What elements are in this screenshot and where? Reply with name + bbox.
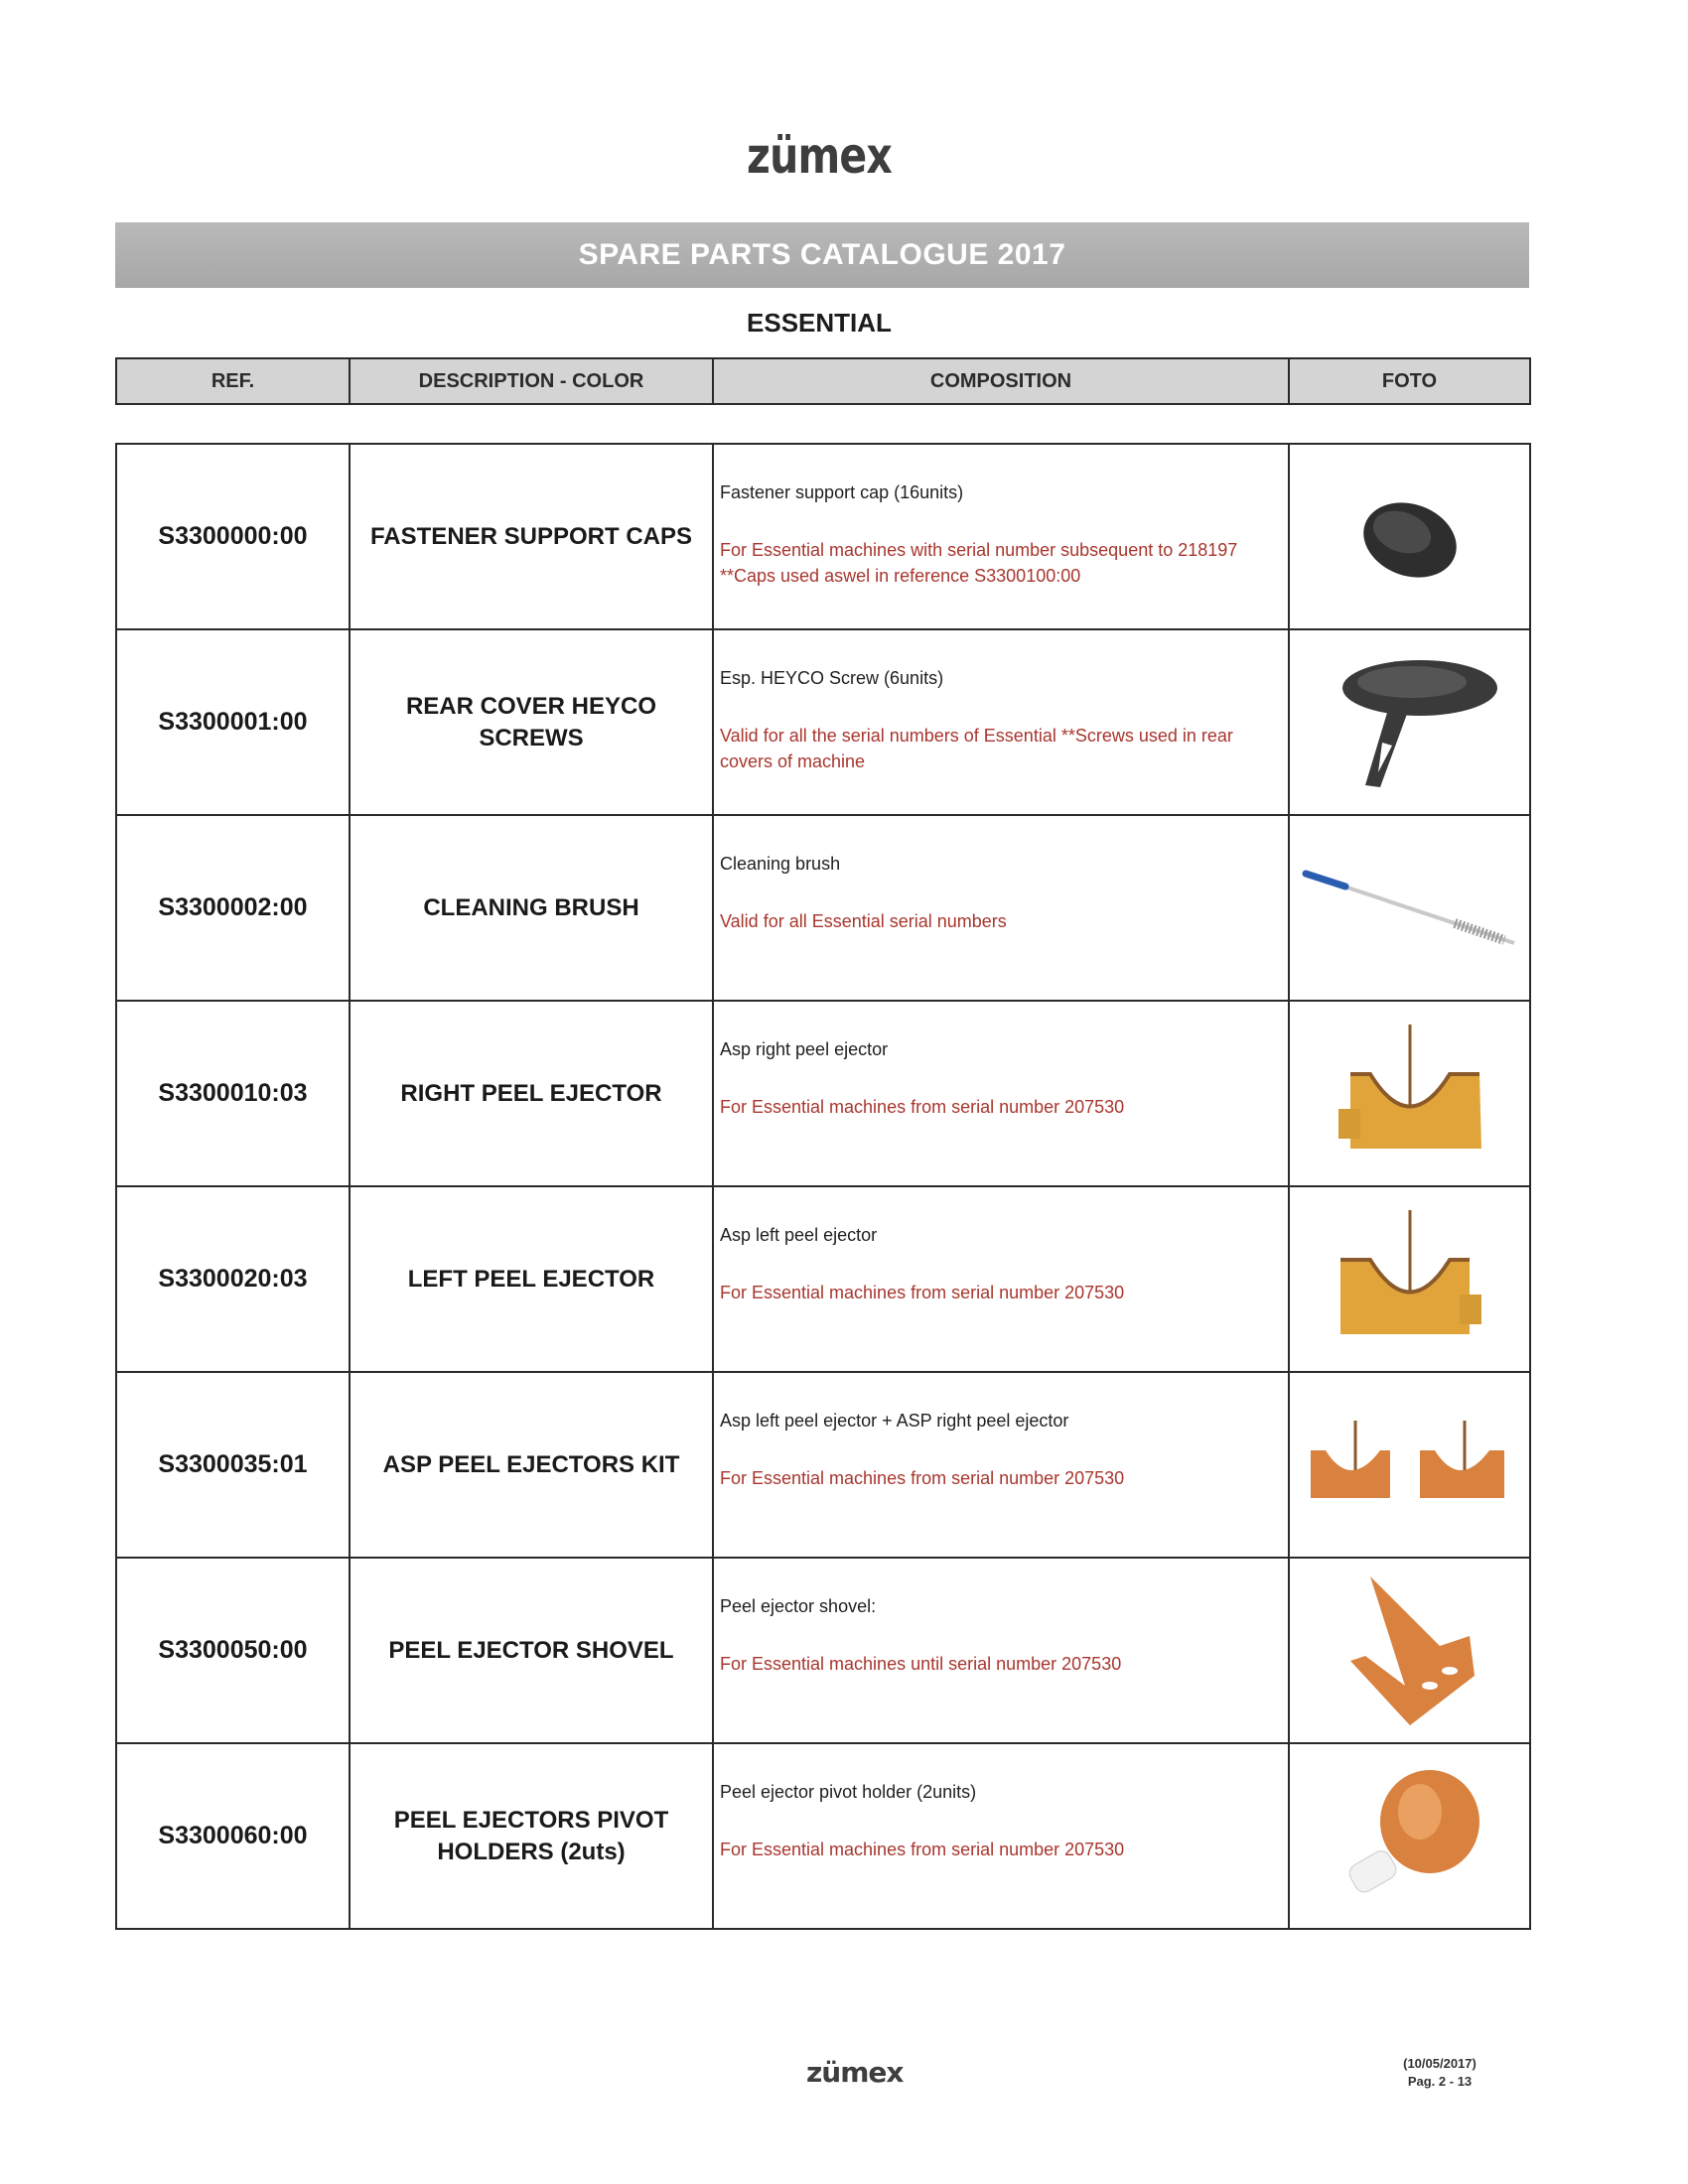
shovel-photo bbox=[1289, 1558, 1530, 1743]
composition-note: For Essential machines from serial number 207530 bbox=[720, 1840, 1125, 1859]
cap-photo bbox=[1289, 444, 1530, 629]
composition-note: Valid for all the serial numbers of Essential **Screws used in rear covers of machine bbox=[720, 726, 1233, 772]
table-row bbox=[116, 1372, 1530, 1558]
table-row bbox=[116, 1743, 1530, 1929]
composition-text: Asp left peel ejector bbox=[720, 1225, 878, 1245]
ref-cell: S3300010:03 bbox=[116, 1001, 350, 1186]
column-composition: COMPOSITION bbox=[713, 358, 1289, 404]
table-header bbox=[115, 357, 1531, 405]
ref-cell: S3300001:00 bbox=[116, 629, 350, 815]
pivot-holder-photo bbox=[1289, 1743, 1530, 1929]
composition-cell bbox=[713, 1743, 1289, 1929]
composition-text: Peel ejector shovel: bbox=[720, 1596, 877, 1616]
screw-photo bbox=[1289, 629, 1530, 815]
composition-note: Valid for all Essential serial numbers bbox=[720, 911, 1007, 931]
section-title: ESSENTIAL bbox=[747, 308, 892, 338]
composition-cell bbox=[713, 444, 1289, 629]
description-cell: FASTENER SUPPORT CAPS bbox=[350, 444, 713, 629]
column-ref: REF. bbox=[116, 358, 350, 404]
composition-text: Cleaning brush bbox=[720, 854, 841, 874]
right-ejector-photo bbox=[1289, 1001, 1530, 1186]
table-row bbox=[116, 629, 1530, 815]
footer-info bbox=[1380, 2055, 1499, 2090]
composition-note: For Essential machines from serial number 207530 bbox=[720, 1468, 1125, 1488]
zumex-logo: zümex bbox=[747, 127, 892, 185]
composition-cell bbox=[713, 815, 1289, 1001]
catalogue-banner bbox=[115, 222, 1529, 288]
composition-text: Peel ejector pivot holder (2units) bbox=[720, 1782, 977, 1802]
description-cell: PEEL EJECTOR SHOVEL bbox=[350, 1558, 713, 1743]
ejector-kit-photo bbox=[1289, 1372, 1530, 1558]
description-cell: PEEL EJECTORS PIVOT HOLDERS (2uts) bbox=[350, 1743, 713, 1929]
footer-date: (10/05/2017) bbox=[1403, 2056, 1477, 2071]
composition-cell bbox=[713, 629, 1289, 815]
ref-cell: S3300035:01 bbox=[116, 1372, 350, 1558]
footer-logo: zümex bbox=[806, 2056, 904, 2089]
left-ejector-photo bbox=[1289, 1186, 1530, 1372]
composition-text: Asp right peel ejector bbox=[720, 1039, 889, 1059]
column-foto: FOTO bbox=[1289, 358, 1530, 404]
page-number: Pag. 2 - 13 bbox=[1407, 2073, 1473, 2089]
composition-cell bbox=[713, 1001, 1289, 1186]
composition-text: Asp left peel ejector + ASP right peel ejector bbox=[720, 1411, 1069, 1431]
description-cell: CLEANING BRUSH bbox=[350, 815, 713, 1001]
composition-note: For Essential machines from serial number 207530 bbox=[720, 1283, 1125, 1302]
composition-text: Esp. HEYCO Screw (6units) bbox=[720, 668, 944, 688]
table-row bbox=[116, 1558, 1530, 1743]
table-row bbox=[116, 444, 1530, 629]
table-row bbox=[116, 815, 1530, 1001]
ref-cell: S3300060:00 bbox=[116, 1743, 350, 1929]
table-row bbox=[116, 1186, 1530, 1372]
composition-note: For Essential machines from serial number 207530 bbox=[720, 1097, 1125, 1117]
description-cell: ASP PEEL EJECTORS KIT bbox=[350, 1372, 713, 1558]
ref-cell: S3300050:00 bbox=[116, 1558, 350, 1743]
composition-note: For Essential machines until serial number 207530 bbox=[720, 1654, 1122, 1674]
ref-cell: S3300020:03 bbox=[116, 1186, 350, 1372]
composition-cell bbox=[713, 1186, 1289, 1372]
composition-text: Fastener support cap (16units) bbox=[720, 482, 964, 502]
ref-cell: S3300000:00 bbox=[116, 444, 350, 629]
ref-cell: S3300002:00 bbox=[116, 815, 350, 1001]
banner-title: SPARE PARTS CATALOGUE 2017 bbox=[578, 238, 1066, 271]
description-cell: REAR COVER HEYCO SCREWS bbox=[350, 629, 713, 815]
description-cell: RIGHT PEEL EJECTOR bbox=[350, 1001, 713, 1186]
composition-cell bbox=[713, 1372, 1289, 1558]
description-cell: LEFT PEEL EJECTOR bbox=[350, 1186, 713, 1372]
composition-note: For Essential machines with serial number subsequent to 218197 **Caps used aswel in reference S3300100:00 bbox=[720, 540, 1238, 587]
brush-photo bbox=[1289, 815, 1530, 1001]
column-description: DESCRIPTION - COLOR bbox=[350, 358, 713, 404]
table-row bbox=[116, 1001, 1530, 1186]
parts-table bbox=[115, 443, 1531, 1930]
composition-cell bbox=[713, 1558, 1289, 1743]
